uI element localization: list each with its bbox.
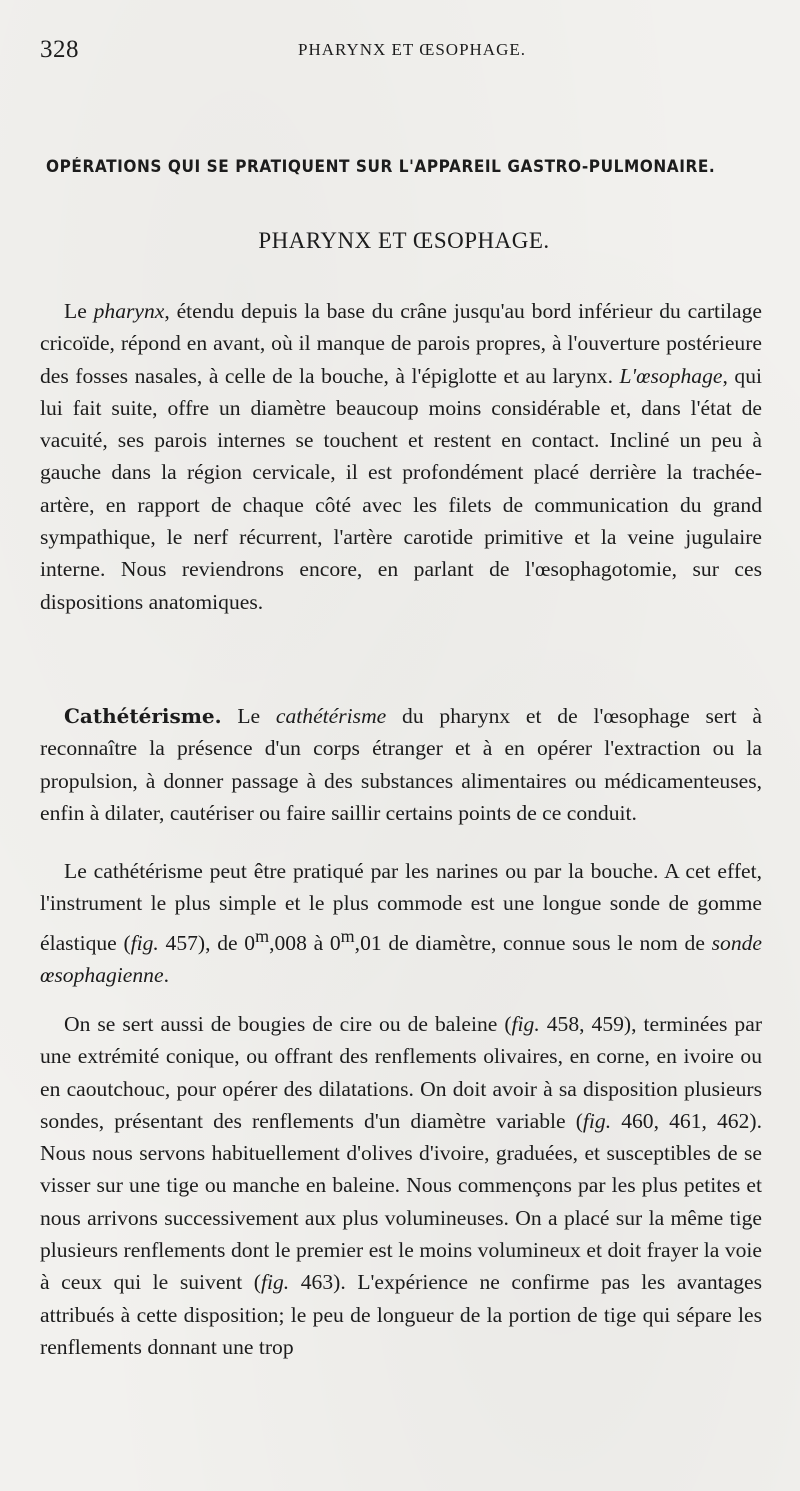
figure-ref: fig.	[130, 930, 159, 955]
paragraph-bougies	[40, 1008, 762, 1363]
text-run: Le cathétérisme peut être pratiqué par les narines ou par la bouche. A cet effet, l'instrument le plus simple et le plus commode est une longue sonde de gomme élastique (	[40, 859, 762, 955]
unit-superscript: m	[340, 925, 355, 946]
text-run: 458, 459), terminées par une extrémité conique, ou offrant des renflements olivaires, en corne, en ivoire ou en caoutchouc, pour opérer des dilatations. On doit avoir à sa disposition plusieurs sondes, présentant des renflements d'un diamètre variable (	[40, 1012, 763, 1133]
figure-ref: fig.	[511, 1012, 540, 1036]
text-run: .	[163, 963, 169, 988]
chapter-title: PHARYNX ET ŒSOPHAGE.	[258, 228, 550, 253]
term-sonde-oesophagienne: sonde œsophagienne	[40, 930, 763, 988]
text-run: ,008 à 0	[269, 930, 341, 955]
text-run: Le	[64, 299, 94, 323]
page-number: 328	[40, 36, 79, 63]
text-run: du pharynx et de l'œsophage sert à reconnaître la présence d'un corps étranger et à en opérer l'extraction ou la propulsion, à donner passage à des substances alimentaires ou médicamenteuses, enfin à dilater, cautériser ou faire saillir certains points de ce conduit.	[40, 704, 762, 825]
term-pharynx: pharynx	[93, 299, 165, 323]
unit-superscript: m	[255, 925, 270, 946]
figure-ref: fig.	[260, 1270, 290, 1295]
subsection-heading: Cathétérisme.	[64, 704, 222, 728]
text-run: 457), de 0	[158, 930, 256, 955]
paragraph-sonde	[40, 855, 762, 991]
term-oesophage: L'œsophage	[619, 363, 723, 388]
text-run: 460, 461, 462). Nous nous servons habituellement d'olives d'ivoire, graduées, et susceptibles de se visser sur une tige ou manche en baleine. Nous commençons par les plus petites et nous arrivons successivement aux plus volumineuses. On a placé sur la même tige plusieurs renflements dont le premier est le moins volumineux et doit frayer la voie à ceux qui le suivent (	[40, 1108, 762, 1295]
text-run: , étendu depuis la base du crâne jusqu'au bord inférieur du cartilage cricoïde, répond en avant, où il manque de parois propres, à l'ouverture postérieure des fosses nasales, à celle de la bouche, à l'épiglotte et au larynx.	[40, 299, 762, 388]
section-title: OPÉRATIONS QUI SE PRATIQUENT SUR L'APPAREIL GASTRO-PULMONAIRE.	[46, 157, 716, 176]
text-run: On se sert aussi de bougies de cire ou de baleine (	[64, 1012, 512, 1036]
running-head	[40, 36, 760, 66]
paragraph-pharynx	[40, 295, 762, 618]
running-title: PHARYNX ET ŒSOPHAGE.	[298, 40, 526, 59]
text-run: , qui lui fait suite, offre un diamètre beaucoup moins considérable et, dans l'état de vacuité, ses parois internes se touchent et restent en contact. Incliné un peu à gauche dans la région cervicale, il est profondément placé derrière la trachée-artère, en rapport de chaque côté avec les filets de communication du grand sympathique, le nerf récurrent, l'artère carotide primitive et la veine jugulaire interne. Nous reviendrons encore, en parlant de l'œsophagotomie, sur ces dispositions anatomiques.	[40, 363, 762, 614]
figure-ref: fig.	[582, 1108, 612, 1133]
text-run: 463). L'expérience ne confirme pas les avantages attribués à cette disposition; le peu de longueur de la portion de tige qui sépare les renflements donnant une trop	[40, 1270, 763, 1359]
term-catheterisme: cathétérisme	[275, 704, 387, 728]
text-run: Le	[221, 704, 276, 728]
text-run: ,01 de diamètre, connue sous le nom de	[354, 930, 712, 955]
paragraph-catheterisme	[40, 700, 762, 829]
